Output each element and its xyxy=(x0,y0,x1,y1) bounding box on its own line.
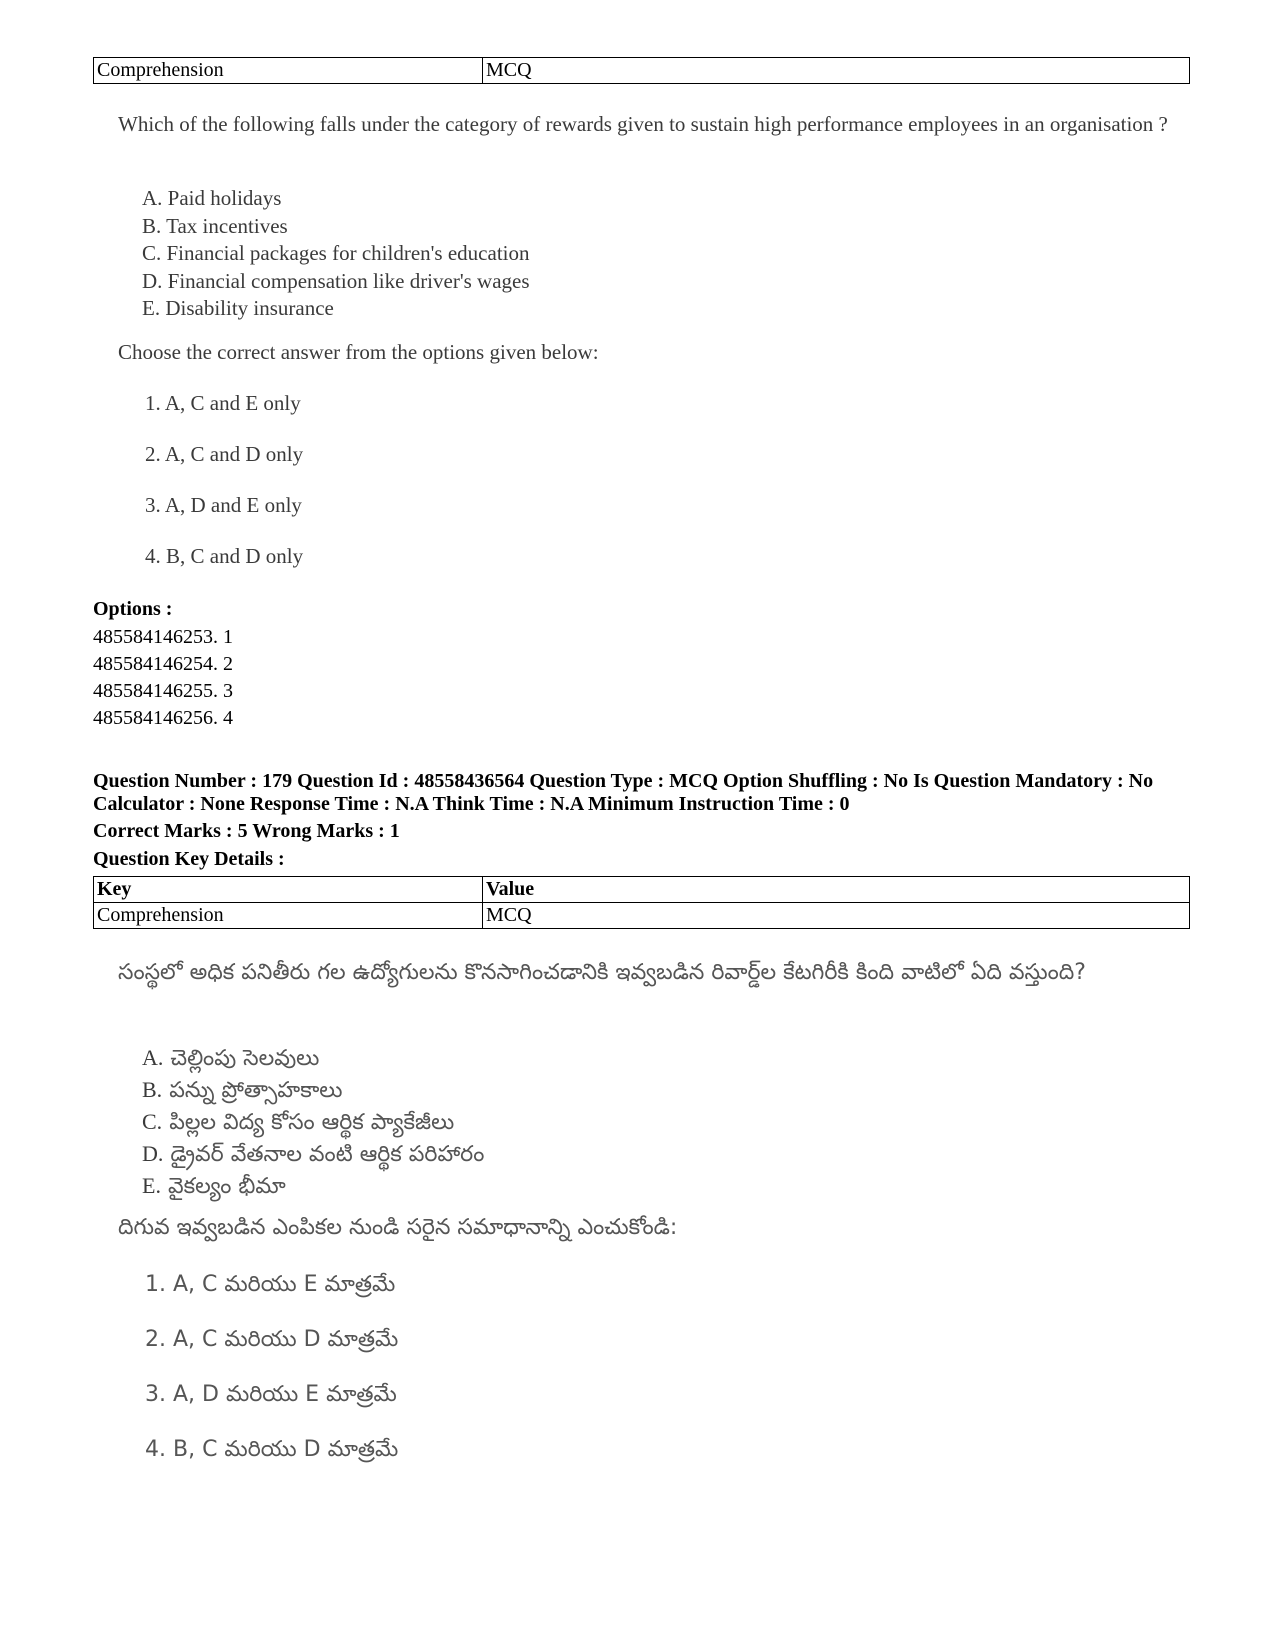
option-line: 485584146256. 4 xyxy=(93,707,233,729)
option-line: 485584146254. 2 xyxy=(93,653,233,675)
answer-item: 2. A, C and D only xyxy=(145,442,304,466)
statement-letter: A. xyxy=(142,1045,164,1070)
statement-item xyxy=(142,1106,484,1138)
statement-letter: E. xyxy=(142,1173,161,1198)
choose-instruction: Choose the correct answer from the options given below: xyxy=(118,340,599,364)
statement-item: A. Paid holidays xyxy=(142,186,282,210)
table-header-value: Value xyxy=(483,877,1190,903)
statement-list xyxy=(142,1042,484,1202)
question-stem: సంస్థలో అధిక పనితీరు గల ఉద్యోగులను కొనసాగించడానికి ఇవ్వబడిన రివార్డ్‌ల కేటగిరీకి కింది వాటిలో ఏది వస్తుంది? xyxy=(118,960,1086,985)
statement-letter: D. xyxy=(142,1141,164,1166)
question-key-table xyxy=(93,876,1190,929)
answer-item: 4. B, C and D only xyxy=(145,544,304,568)
table-header-key: Key xyxy=(94,877,483,903)
statement-text: పిల్లల విద్య కోసం ఆర్థిక ప్యాకేజీలు xyxy=(169,1110,455,1135)
answer-item: 3. A, D and E only xyxy=(145,493,302,517)
statement-item xyxy=(142,1074,484,1106)
statement-text: డ్రైవర్ వేతనాల వంటి ఆర్థిక పరిహారం xyxy=(170,1142,485,1167)
statement-text: వైకల్యం భీమా xyxy=(167,1174,286,1199)
table-cell-value: MCQ xyxy=(483,58,1190,84)
option-line: 485584146253. 1 xyxy=(93,626,233,648)
top-key-table xyxy=(93,57,1190,84)
table-cell-key: Comprehension xyxy=(94,58,483,84)
statement-text: చెల్లింపు సెలవులు xyxy=(170,1046,320,1071)
answer-item: 4. B, C మరియు D మాత్రమే xyxy=(145,1437,399,1462)
key-details-heading: Question Key Details : xyxy=(93,848,285,870)
statement-item xyxy=(142,1042,484,1074)
statement-item: E. Disability insurance xyxy=(142,296,334,320)
answer-item: 1. A, C మరియు E మాత్రమే xyxy=(145,1272,396,1297)
table-header-row xyxy=(94,877,1190,903)
marks-line: Correct Marks : 5 Wrong Marks : 1 xyxy=(93,820,400,842)
answer-item: 3. A, D మరియు E మాత్రమే xyxy=(145,1382,397,1407)
statement-letter: C. xyxy=(142,1109,163,1134)
statement-item xyxy=(142,1138,484,1170)
choose-instruction: దిగువ ఇవ్వబడిన ఎంపికల నుండి సరైన సమాధానాన్ని ఎంచుకోండి: xyxy=(118,1215,678,1240)
option-line: 485584146255. 3 xyxy=(93,680,233,702)
table-cell-key: Comprehension xyxy=(94,903,483,929)
statement-item xyxy=(142,1170,484,1202)
answer-item: 1. A, C and E only xyxy=(145,391,301,415)
statement-item: D. Financial compensation like driver's wages xyxy=(142,268,530,293)
table-row xyxy=(94,58,1190,84)
statement-letter: B. xyxy=(142,1077,163,1102)
table-row xyxy=(94,903,1190,929)
options-heading: Options : xyxy=(93,598,173,620)
statement-list xyxy=(142,185,530,323)
table-cell-value: MCQ xyxy=(483,903,1190,929)
statement-text: పన్ను ప్రోత్సాహకాలు xyxy=(169,1078,343,1103)
answer-item: 2. A, C మరియు D మాత్రమే xyxy=(145,1327,399,1352)
statement-item: B. Tax incentives xyxy=(142,213,288,238)
question-stem: Which of the following falls under the category of rewards given to sustain high performance employees in an organisation ? xyxy=(118,112,1168,136)
question-meta: Question Number : 179 Question Id : 48558436564 Question Type : MCQ Option Shuffling : No Is Question Mandatory : No Calculator : None Response Time : N.A Think Time : N.A Minimum Instruction Time : 0 xyxy=(93,770,1154,815)
statement-item: C. Financial packages for children's education xyxy=(142,241,530,265)
